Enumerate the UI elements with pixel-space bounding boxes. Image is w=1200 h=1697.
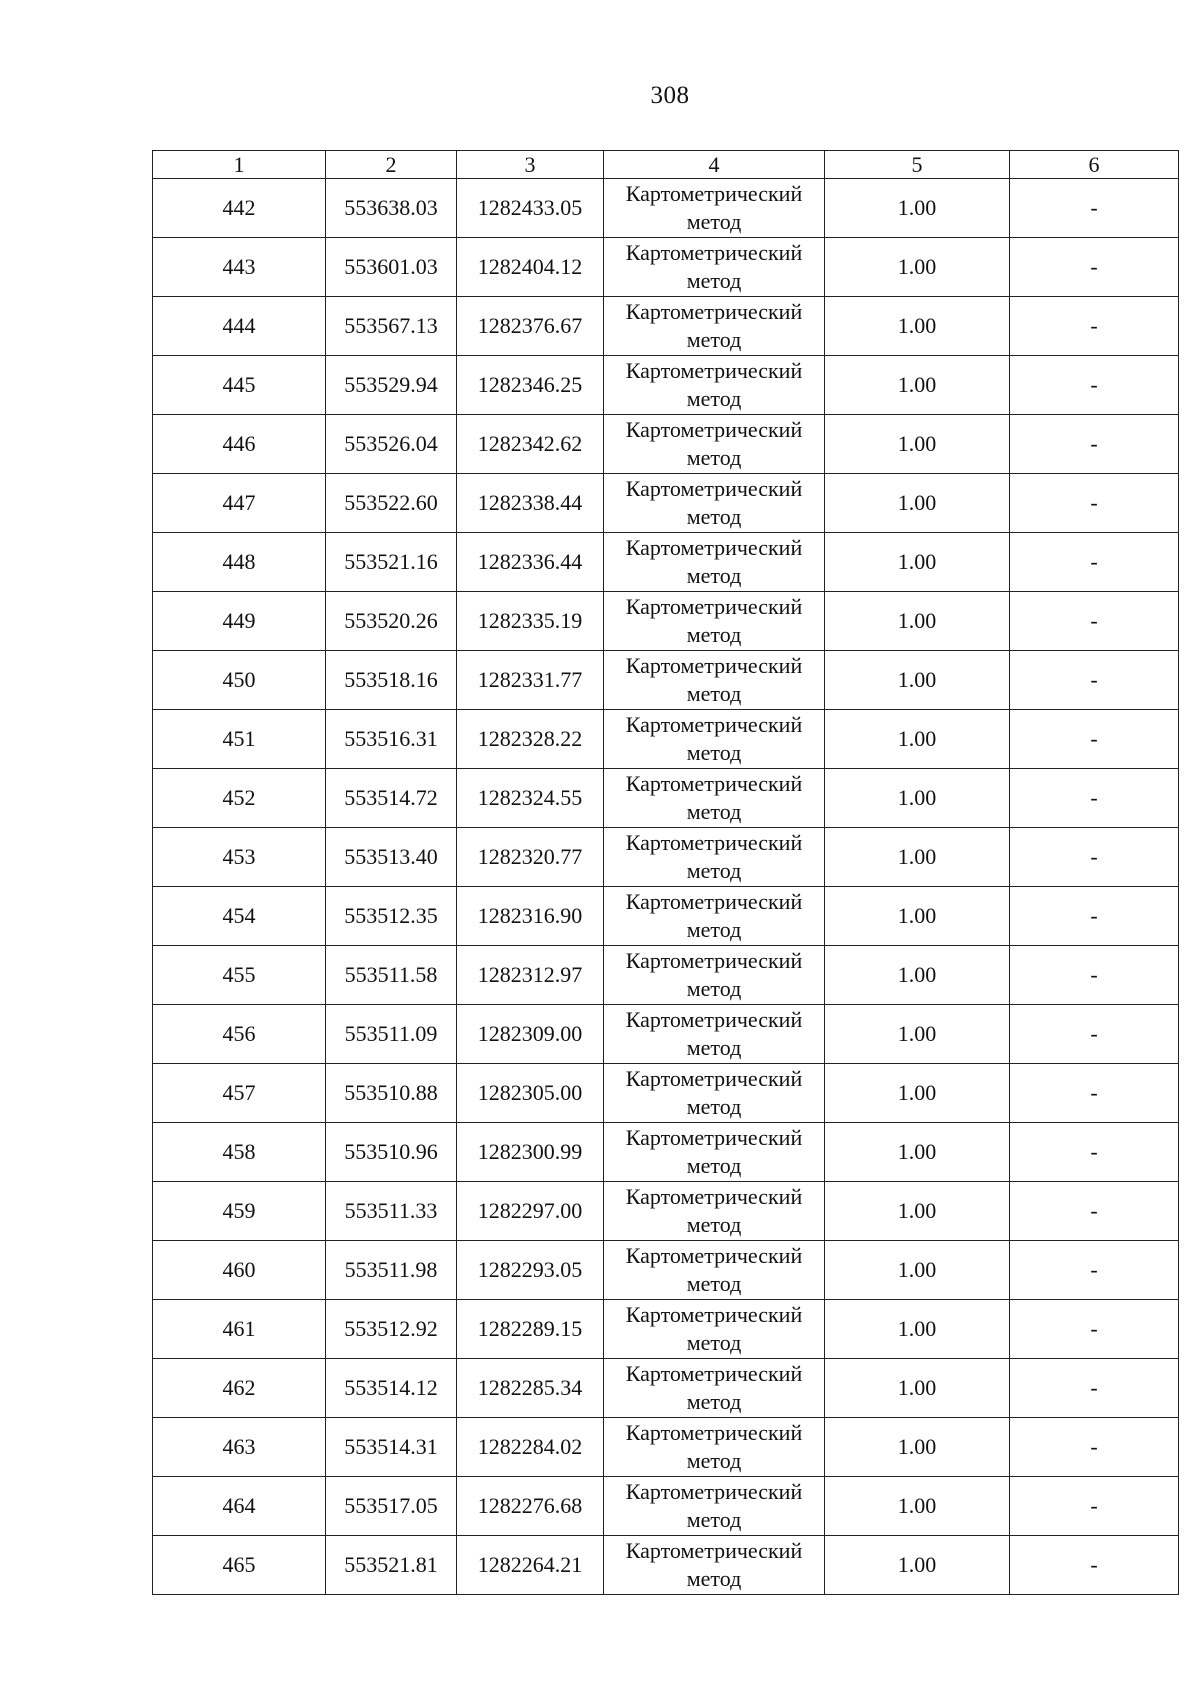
point-number-cell: 454 — [153, 887, 326, 946]
point-number-cell: 446 — [153, 415, 326, 474]
table-row — [153, 474, 1179, 533]
method-line-1: Картометрический — [625, 1420, 803, 1445]
point-number-cell: 463 — [153, 1418, 326, 1477]
x-coordinate-cell: 553514.72 — [326, 769, 457, 828]
x-coordinate-cell: 553511.09 — [326, 1005, 457, 1064]
accuracy-cell: 1.00 — [825, 415, 1010, 474]
note-cell: - — [1010, 1182, 1179, 1241]
table-row — [153, 710, 1179, 769]
column-header: 3 — [457, 151, 604, 179]
y-coordinate-cell: 1282300.99 — [457, 1123, 604, 1182]
method-line-1: Картометрический — [625, 1066, 803, 1091]
page-number: 308 — [650, 82, 690, 109]
method-cell — [604, 1241, 825, 1300]
note-cell: - — [1010, 297, 1179, 356]
accuracy-cell: 1.00 — [825, 356, 1010, 415]
method-line-1: Картометрический — [625, 1538, 803, 1563]
method-line-2: метод — [686, 622, 742, 647]
method-line-2: метод — [686, 445, 742, 470]
point-number-cell: 459 — [153, 1182, 326, 1241]
method-line-2: метод — [686, 1507, 742, 1532]
accuracy-cell: 1.00 — [825, 474, 1010, 533]
method-cell — [604, 179, 825, 238]
method-line-2: метод — [686, 976, 742, 1001]
x-coordinate-cell: 553511.58 — [326, 946, 457, 1005]
x-coordinate-cell: 553510.88 — [326, 1064, 457, 1123]
method-line-2: метод — [686, 740, 742, 765]
method-line-1: Картометрический — [625, 594, 803, 619]
point-number-cell: 455 — [153, 946, 326, 1005]
method-line-2: метод — [686, 386, 742, 411]
table-row — [153, 592, 1179, 651]
table-row — [153, 1241, 1179, 1300]
x-coordinate-cell: 553517.05 — [326, 1477, 457, 1536]
y-coordinate-cell: 1282289.15 — [457, 1300, 604, 1359]
x-coordinate-cell: 553638.03 — [326, 179, 457, 238]
method-line-1: Картометрический — [625, 1361, 803, 1386]
x-coordinate-cell: 553521.16 — [326, 533, 457, 592]
accuracy-cell: 1.00 — [825, 1359, 1010, 1418]
y-coordinate-cell: 1282309.00 — [457, 1005, 604, 1064]
accuracy-cell: 1.00 — [825, 946, 1010, 1005]
note-cell: - — [1010, 946, 1179, 1005]
note-cell: - — [1010, 356, 1179, 415]
note-cell: - — [1010, 1300, 1179, 1359]
method-line-2: метод — [686, 327, 742, 352]
y-coordinate-cell: 1282346.25 — [457, 356, 604, 415]
point-number-cell: 448 — [153, 533, 326, 592]
accuracy-cell: 1.00 — [825, 769, 1010, 828]
y-coordinate-cell: 1282331.77 — [457, 651, 604, 710]
note-cell: - — [1010, 179, 1179, 238]
note-cell: - — [1010, 474, 1179, 533]
accuracy-cell: 1.00 — [825, 710, 1010, 769]
method-line-1: Картометрический — [625, 1302, 803, 1327]
x-coordinate-cell: 553518.16 — [326, 651, 457, 710]
point-number-cell: 447 — [153, 474, 326, 533]
method-line-2: метод — [686, 1566, 742, 1591]
note-cell: - — [1010, 415, 1179, 474]
table-row — [153, 1477, 1179, 1536]
method-cell — [604, 415, 825, 474]
accuracy-cell: 1.00 — [825, 1300, 1010, 1359]
method-cell — [604, 474, 825, 533]
method-line-2: метод — [686, 1271, 742, 1296]
accuracy-cell: 1.00 — [825, 1064, 1010, 1123]
method-cell — [604, 1005, 825, 1064]
x-coordinate-cell: 553514.31 — [326, 1418, 457, 1477]
accuracy-cell: 1.00 — [825, 238, 1010, 297]
column-header: 6 — [1010, 151, 1179, 179]
note-cell: - — [1010, 769, 1179, 828]
accuracy-cell: 1.00 — [825, 533, 1010, 592]
y-coordinate-cell: 1282316.90 — [457, 887, 604, 946]
accuracy-cell: 1.00 — [825, 828, 1010, 887]
y-coordinate-cell: 1282342.62 — [457, 415, 604, 474]
method-line-1: Картометрический — [625, 299, 803, 324]
table-row — [153, 533, 1179, 592]
table-row — [153, 1182, 1179, 1241]
method-line-2: метод — [686, 799, 742, 824]
method-line-1: Картометрический — [625, 535, 803, 560]
accuracy-cell: 1.00 — [825, 297, 1010, 356]
method-line-1: Картометрический — [625, 358, 803, 383]
method-line-1: Картометрический — [625, 712, 803, 737]
method-cell — [604, 1477, 825, 1536]
method-line-1: Картометрический — [625, 1479, 803, 1504]
table-row — [153, 1536, 1179, 1595]
table-row — [153, 356, 1179, 415]
table-row — [153, 1064, 1179, 1123]
point-number-cell: 456 — [153, 1005, 326, 1064]
method-line-1: Картометрический — [625, 240, 803, 265]
table-row — [153, 1418, 1179, 1477]
note-cell: - — [1010, 238, 1179, 297]
header-row — [153, 151, 1179, 179]
x-coordinate-cell: 553521.81 — [326, 1536, 457, 1595]
method-line-1: Картометрический — [625, 653, 803, 678]
method-cell — [604, 710, 825, 769]
method-line-2: метод — [686, 917, 742, 942]
column-header: 2 — [326, 151, 457, 179]
y-coordinate-cell: 1282264.21 — [457, 1536, 604, 1595]
note-cell: - — [1010, 1241, 1179, 1300]
table-row — [153, 297, 1179, 356]
method-line-1: Картометрический — [625, 771, 803, 796]
point-number-cell: 443 — [153, 238, 326, 297]
method-line-1: Картометрический — [625, 889, 803, 914]
table-row — [153, 946, 1179, 1005]
accuracy-cell: 1.00 — [825, 651, 1010, 710]
method-line-2: метод — [686, 1212, 742, 1237]
column-header: 5 — [825, 151, 1010, 179]
accuracy-cell: 1.00 — [825, 1182, 1010, 1241]
method-cell — [604, 887, 825, 946]
note-cell: - — [1010, 1005, 1179, 1064]
x-coordinate-cell: 553520.26 — [326, 592, 457, 651]
method-line-2: метод — [686, 1448, 742, 1473]
method-cell — [604, 356, 825, 415]
method-line-2: метод — [686, 1330, 742, 1355]
note-cell: - — [1010, 1123, 1179, 1182]
y-coordinate-cell: 1282324.55 — [457, 769, 604, 828]
note-cell: - — [1010, 1418, 1179, 1477]
accuracy-cell: 1.00 — [825, 1123, 1010, 1182]
method-cell — [604, 769, 825, 828]
x-coordinate-cell: 553522.60 — [326, 474, 457, 533]
x-coordinate-cell: 553512.92 — [326, 1300, 457, 1359]
accuracy-cell: 1.00 — [825, 1241, 1010, 1300]
method-cell — [604, 238, 825, 297]
point-number-cell: 450 — [153, 651, 326, 710]
method-cell — [604, 651, 825, 710]
note-cell: - — [1010, 887, 1179, 946]
column-header: 1 — [153, 151, 326, 179]
point-number-cell: 462 — [153, 1359, 326, 1418]
table-row — [153, 887, 1179, 946]
note-cell: - — [1010, 1536, 1179, 1595]
point-number-cell: 457 — [153, 1064, 326, 1123]
method-line-2: метод — [686, 681, 742, 706]
y-coordinate-cell: 1282338.44 — [457, 474, 604, 533]
method-line-1: Картометрический — [625, 948, 803, 973]
accuracy-cell: 1.00 — [825, 1005, 1010, 1064]
method-cell — [604, 1064, 825, 1123]
point-number-cell: 449 — [153, 592, 326, 651]
method-line-2: метод — [686, 1153, 742, 1178]
x-coordinate-cell: 553514.12 — [326, 1359, 457, 1418]
method-line-1: Картометрический — [625, 830, 803, 855]
table-row — [153, 769, 1179, 828]
y-coordinate-cell: 1282328.22 — [457, 710, 604, 769]
x-coordinate-cell: 553529.94 — [326, 356, 457, 415]
x-coordinate-cell: 553511.98 — [326, 1241, 457, 1300]
method-line-1: Картометрический — [625, 1184, 803, 1209]
table-body — [153, 179, 1179, 1595]
note-cell: - — [1010, 828, 1179, 887]
y-coordinate-cell: 1282433.05 — [457, 179, 604, 238]
x-coordinate-cell: 553567.13 — [326, 297, 457, 356]
method-cell — [604, 1300, 825, 1359]
point-number-cell: 451 — [153, 710, 326, 769]
y-coordinate-cell: 1282320.77 — [457, 828, 604, 887]
method-line-2: метод — [686, 504, 742, 529]
y-coordinate-cell: 1282404.12 — [457, 238, 604, 297]
y-coordinate-cell: 1282312.97 — [457, 946, 604, 1005]
point-number-cell: 452 — [153, 769, 326, 828]
method-cell — [604, 1123, 825, 1182]
point-number-cell: 442 — [153, 179, 326, 238]
table-row — [153, 1359, 1179, 1418]
method-line-1: Картометрический — [625, 1125, 803, 1150]
y-coordinate-cell: 1282336.44 — [457, 533, 604, 592]
method-cell — [604, 297, 825, 356]
x-coordinate-cell: 553511.33 — [326, 1182, 457, 1241]
note-cell: - — [1010, 1477, 1179, 1536]
method-line-2: метод — [686, 268, 742, 293]
point-number-cell: 453 — [153, 828, 326, 887]
method-cell — [604, 1536, 825, 1595]
y-coordinate-cell: 1282376.67 — [457, 297, 604, 356]
method-line-1: Картометрический — [625, 1243, 803, 1268]
note-cell: - — [1010, 710, 1179, 769]
x-coordinate-cell: 553526.04 — [326, 415, 457, 474]
method-cell — [604, 828, 825, 887]
method-line-2: метод — [686, 1035, 742, 1060]
table-row — [153, 651, 1179, 710]
y-coordinate-cell: 1282335.19 — [457, 592, 604, 651]
y-coordinate-cell: 1282285.34 — [457, 1359, 604, 1418]
point-number-cell: 458 — [153, 1123, 326, 1182]
x-coordinate-cell: 553510.96 — [326, 1123, 457, 1182]
y-coordinate-cell: 1282276.68 — [457, 1477, 604, 1536]
method-line-2: метод — [686, 1389, 742, 1414]
method-line-1: Картометрический — [625, 476, 803, 501]
point-number-cell: 444 — [153, 297, 326, 356]
x-coordinate-cell: 553601.03 — [326, 238, 457, 297]
method-line-2: метод — [686, 1094, 742, 1119]
point-number-cell: 461 — [153, 1300, 326, 1359]
point-number-cell: 460 — [153, 1241, 326, 1300]
method-cell — [604, 946, 825, 1005]
x-coordinate-cell: 553512.35 — [326, 887, 457, 946]
method-cell — [604, 1359, 825, 1418]
method-line-1: Картометрический — [625, 417, 803, 442]
point-number-cell: 445 — [153, 356, 326, 415]
table-row — [153, 179, 1179, 238]
method-cell — [604, 1182, 825, 1241]
accuracy-cell: 1.00 — [825, 1418, 1010, 1477]
table-row — [153, 1123, 1179, 1182]
note-cell: - — [1010, 651, 1179, 710]
accuracy-cell: 1.00 — [825, 1477, 1010, 1536]
x-coordinate-cell: 553516.31 — [326, 710, 457, 769]
y-coordinate-cell: 1282293.05 — [457, 1241, 604, 1300]
table-row — [153, 1300, 1179, 1359]
note-cell: - — [1010, 1359, 1179, 1418]
table-row — [153, 238, 1179, 297]
method-line-2: метод — [686, 563, 742, 588]
y-coordinate-cell: 1282305.00 — [457, 1064, 604, 1123]
method-line-1: Картометрический — [625, 181, 803, 206]
table-row — [153, 828, 1179, 887]
table-header — [153, 151, 1179, 179]
table-row — [153, 415, 1179, 474]
note-cell: - — [1010, 1064, 1179, 1123]
y-coordinate-cell: 1282284.02 — [457, 1418, 604, 1477]
accuracy-cell: 1.00 — [825, 1536, 1010, 1595]
point-number-cell: 465 — [153, 1536, 326, 1595]
method-line-2: метод — [686, 858, 742, 883]
table-row — [153, 1005, 1179, 1064]
column-header: 4 — [604, 151, 825, 179]
note-cell: - — [1010, 592, 1179, 651]
accuracy-cell: 1.00 — [825, 887, 1010, 946]
x-coordinate-cell: 553513.40 — [326, 828, 457, 887]
note-cell: - — [1010, 533, 1179, 592]
method-line-1: Картометрический — [625, 1007, 803, 1032]
method-cell — [604, 592, 825, 651]
method-cell — [604, 533, 825, 592]
y-coordinate-cell: 1282297.00 — [457, 1182, 604, 1241]
accuracy-cell: 1.00 — [825, 592, 1010, 651]
coordinates-table — [152, 150, 1179, 1595]
method-cell — [604, 1418, 825, 1477]
method-line-2: метод — [686, 209, 742, 234]
point-number-cell: 464 — [153, 1477, 326, 1536]
accuracy-cell: 1.00 — [825, 179, 1010, 238]
